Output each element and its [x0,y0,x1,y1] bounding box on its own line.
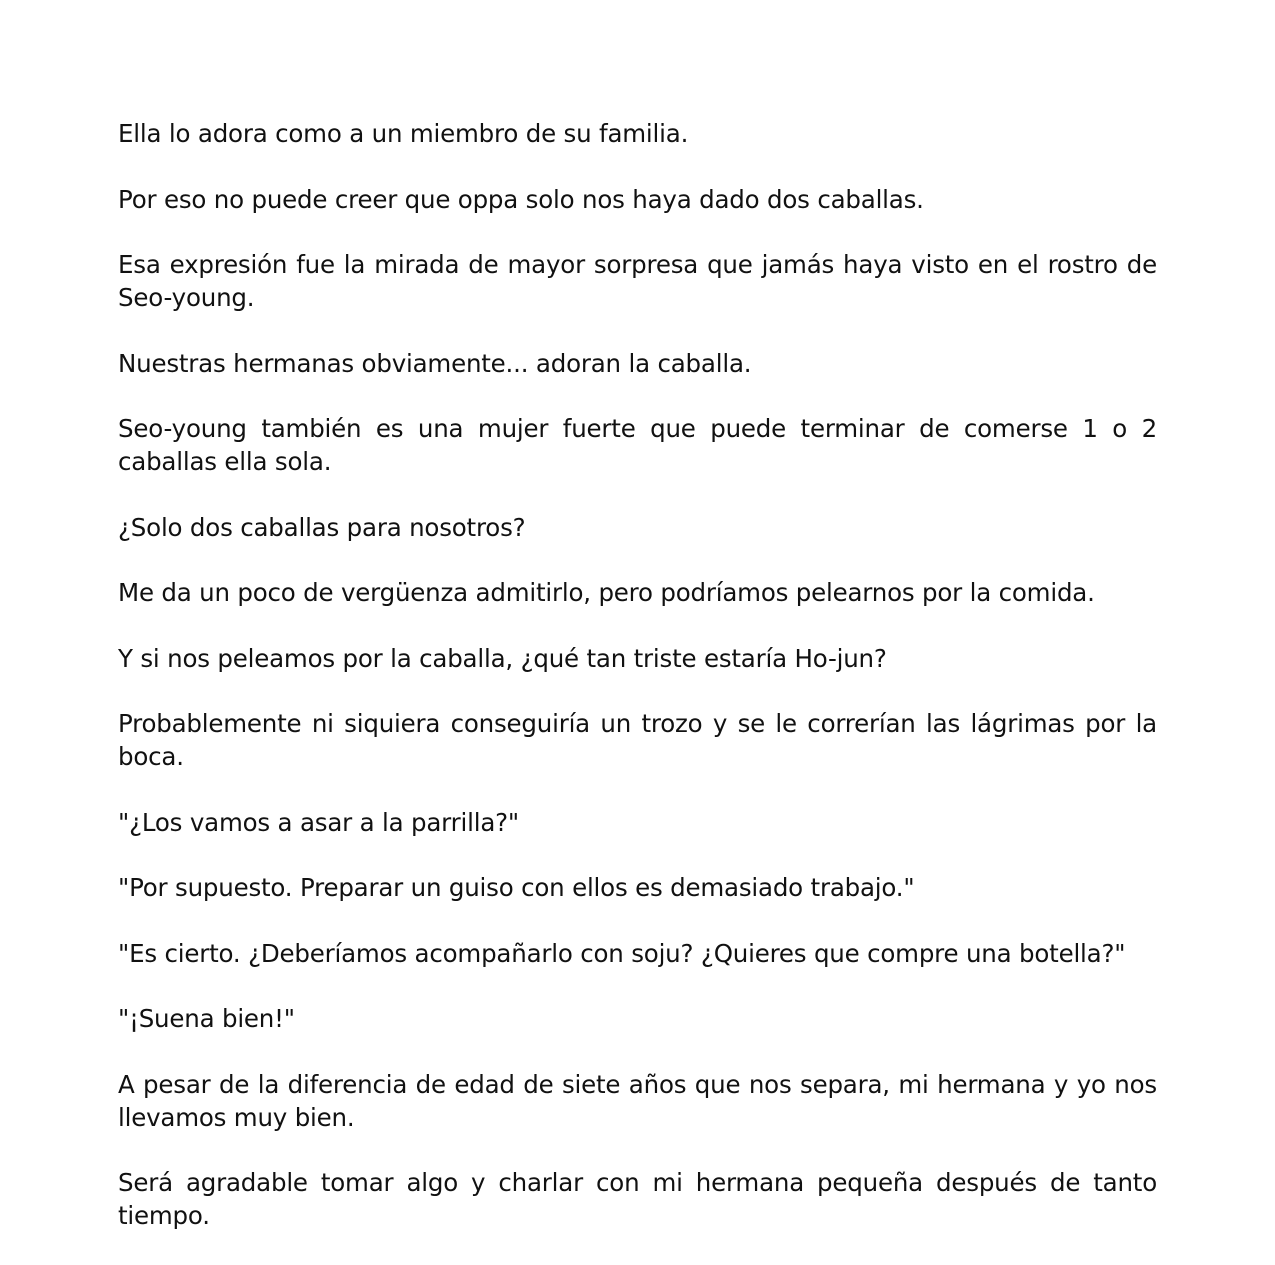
paragraph: A pesar de la diferencia de edad de siete años que nos separa, mi hermana y yo nos llevamos muy bien. [118,1069,1157,1132]
paragraph: Será agradable tomar algo y charlar con mi hermana pequeña después de tanto tiempo. [118,1168,1157,1230]
paragraph: Seo-young también es una mujer fuerte que puede terminar de comerse 1 o 2 caballas ella sola. [118,414,1157,476]
paragraph: "¡Suena bien!" [118,1004,295,1033]
paragraph: "Por supuesto. Preparar un guiso con ellos es demasiado trabajo." [118,873,915,902]
paragraph: Por eso no puede creer que oppa solo nos haya dado dos caballas. [118,184,924,214]
paragraph: Me da un poco de vergüenza admitirlo, pero podríamos pelearnos por la comida. [118,578,1095,607]
paragraph: ¿Solo dos caballas para nosotros? [118,512,526,542]
paragraph: Nuestras hermanas obviamente... adoran la caballa. [118,348,752,378]
document-page [118,117,1157,1265]
paragraph: Y si nos peleamos por la caballa, ¿qué tan triste estaría Ho-jun? [118,643,887,673]
paragraph: Probablemente ni siquiera conseguiría un trozo y se le correrían las lágrimas por la boca. [118,709,1157,771]
paragraph: Ella lo adora como a un miembro de su familia. [118,119,689,148]
paragraph: "Es cierto. ¿Deberíamos acompañarlo con soju? ¿Quieres que compre una botella?" [118,938,1126,968]
paragraph: "¿Los vamos a asar a la parrilla?" [118,807,520,837]
paragraph: Esa expresión fue la mirada de mayor sorpresa que jamás haya visto en el rostro de Seo-young. [118,250,1157,312]
